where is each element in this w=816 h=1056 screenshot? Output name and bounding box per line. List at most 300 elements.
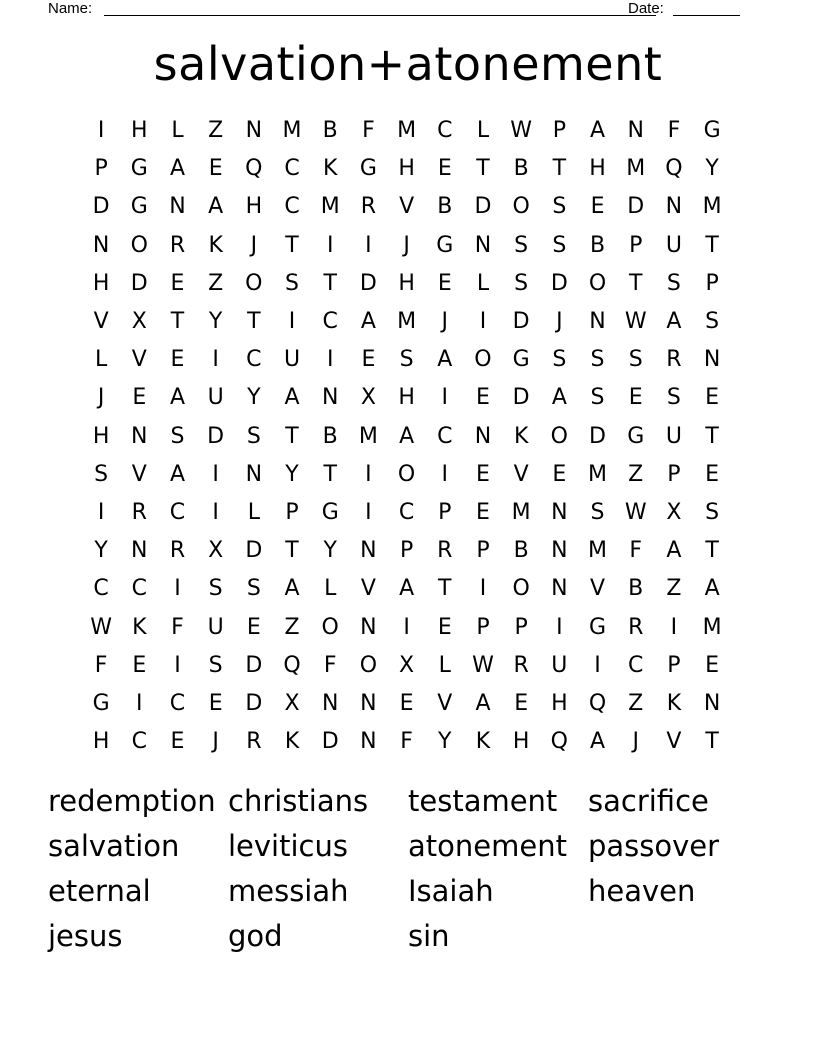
grid-cell[interactable]: X — [399, 652, 415, 678]
grid-cell[interactable]: D — [359, 270, 377, 296]
grid-cell[interactable]: J — [403, 232, 410, 258]
grid-cell[interactable]: Y — [247, 385, 261, 411]
grid-cell[interactable]: D — [92, 194, 110, 220]
grid-cell[interactable]: S — [514, 270, 529, 296]
grid-cell[interactable]: H — [92, 270, 110, 296]
grid-cell[interactable]: N — [245, 461, 263, 487]
grid-cell[interactable]: F — [323, 652, 337, 678]
grid-cell[interactable]: A — [399, 576, 415, 602]
grid-cell[interactable]: H — [131, 118, 148, 144]
grid-cell[interactable]: I — [212, 461, 219, 487]
word-bank — [48, 780, 768, 960]
grid-cell[interactable]: T — [705, 538, 719, 564]
grid-cell[interactable]: F — [171, 614, 184, 640]
grid-cell[interactable]: T — [170, 309, 185, 335]
grid-cell[interactable]: A — [169, 156, 185, 182]
grid-cell[interactable]: A — [284, 576, 300, 602]
grid-cell[interactable]: L — [171, 118, 184, 144]
grid-cell[interactable]: N — [360, 538, 377, 564]
grid-cell[interactable]: S — [246, 576, 261, 602]
grid-cell[interactable]: V — [93, 309, 109, 335]
grid-cell[interactable]: F — [667, 118, 681, 144]
grid-cell[interactable]: A — [475, 690, 491, 716]
grid-cell[interactable]: C — [284, 156, 300, 182]
grid-cell[interactable]: K — [666, 690, 682, 716]
grid-cell[interactable]: P — [476, 614, 490, 640]
grid-cell[interactable]: S — [590, 385, 605, 411]
grid-cell[interactable]: I — [212, 499, 219, 525]
grid-cell[interactable]: D — [627, 194, 645, 220]
word-bank-item: heaven — [588, 874, 696, 908]
grid-cell[interactable]: A — [284, 385, 300, 411]
grid-cell[interactable]: J — [632, 729, 639, 755]
grid-cell[interactable]: H — [589, 156, 606, 182]
grid-cell[interactable]: O — [550, 423, 568, 449]
grid-cell[interactable]: I — [136, 690, 143, 716]
grid-cell[interactable]: O — [321, 614, 339, 640]
grid-cell[interactable]: S — [590, 499, 605, 525]
grid-cell[interactable]: U — [207, 614, 224, 640]
grid-cell[interactable]: N — [360, 729, 377, 755]
grid-cell[interactable]: I — [212, 347, 219, 373]
grid-cell[interactable]: T — [438, 576, 452, 602]
grid-cell[interactable]: M — [358, 423, 378, 449]
grid-cell[interactable]: S — [552, 194, 567, 220]
grid-cell[interactable]: Q — [283, 652, 301, 678]
grid-cell[interactable]: C — [246, 347, 262, 373]
grid-cell[interactable]: S — [170, 423, 185, 449]
grid-cell[interactable]: I — [403, 614, 410, 640]
grid-cell[interactable]: I — [441, 461, 449, 487]
grid-cell[interactable]: H — [551, 690, 568, 716]
grid-cell[interactable]: J — [212, 729, 219, 755]
grid-cell[interactable]: E — [552, 461, 567, 487]
grid-cell[interactable]: G — [130, 194, 148, 220]
grid-cell[interactable]: N — [474, 423, 492, 449]
grid-cell[interactable]: A — [666, 309, 682, 335]
grid-cell[interactable]: M — [626, 156, 646, 182]
word-bank-item: eternal — [48, 874, 151, 908]
grid-cell[interactable]: S — [208, 576, 223, 602]
grid-cell[interactable]: O — [512, 194, 530, 220]
grid-cell[interactable]: E — [132, 652, 147, 678]
grid-cell[interactable]: Z — [208, 118, 224, 144]
grid-cell[interactable]: M — [588, 461, 608, 487]
grid-cell[interactable]: S — [94, 461, 109, 487]
grid-cell[interactable]: V — [131, 461, 147, 487]
grid-cell[interactable]: U — [665, 423, 682, 449]
grid-cell[interactable]: E — [361, 347, 376, 373]
grid-cell[interactable]: J — [441, 309, 449, 335]
grid-cell[interactable]: A — [666, 538, 682, 564]
grid-cell[interactable]: O — [130, 232, 148, 258]
grid-cell[interactable]: F — [362, 118, 375, 144]
grid-cell[interactable]: H — [398, 270, 415, 296]
grid-cell[interactable]: R — [360, 194, 377, 220]
grid-cell[interactable]: P — [552, 118, 566, 144]
grid-cell[interactable]: L — [94, 347, 108, 373]
grid-cell[interactable]: A — [704, 576, 720, 602]
grid-cell[interactable]: S — [399, 347, 414, 373]
grid-cell[interactable]: A — [551, 385, 567, 411]
grid-cell[interactable]: M — [397, 118, 417, 144]
grid-cell[interactable]: C — [131, 729, 147, 755]
grid-cell[interactable]: N — [92, 232, 110, 258]
grid-cell[interactable]: Z — [666, 576, 682, 602]
grid-cell[interactable]: M — [702, 614, 722, 640]
grid-cell[interactable]: H — [398, 156, 415, 182]
grid-cell[interactable]: B — [513, 156, 529, 182]
grid-cell[interactable]: U — [551, 652, 568, 678]
grid-cell[interactable]: M — [282, 118, 302, 144]
grid-cell[interactable]: D — [321, 729, 339, 755]
grid-cell[interactable]: K — [513, 423, 529, 449]
grid-cell[interactable]: A — [437, 347, 453, 373]
grid-cell[interactable]: D — [207, 423, 225, 449]
grid-cell[interactable]: N — [169, 194, 186, 220]
grid-cell[interactable]: L — [438, 652, 451, 678]
grid-cell[interactable]: I — [365, 461, 372, 487]
grid-cell[interactable]: H — [92, 729, 110, 755]
grid-cell[interactable]: X — [666, 499, 682, 525]
grid-cell[interactable]: M — [588, 538, 608, 564]
grid-cell[interactable]: N — [131, 538, 148, 564]
grid-cell[interactable]: E — [476, 461, 490, 487]
date-label: Date: — [628, 0, 664, 17]
grid-cell[interactable]: K — [208, 232, 223, 258]
grid-cell[interactable]: K — [323, 156, 338, 182]
grid-cell[interactable]: V — [437, 690, 453, 716]
grid-cell[interactable]: W — [90, 614, 112, 640]
grid-cell[interactable]: V — [513, 461, 529, 487]
grid-cell[interactable]: E — [705, 461, 720, 487]
grid-cell[interactable]: Y — [323, 538, 337, 564]
grid-cell[interactable]: N — [589, 309, 606, 335]
grid-cell[interactable]: T — [552, 156, 567, 182]
grid-cell[interactable]: B — [322, 423, 338, 449]
grid-cell[interactable]: W — [624, 309, 647, 335]
grid-cell[interactable]: M — [397, 309, 417, 335]
grid-cell[interactable]: T — [285, 538, 299, 564]
grid-cell[interactable]: G — [359, 156, 377, 182]
grid-cell[interactable]: O — [588, 270, 607, 296]
grid-cell[interactable]: M — [702, 194, 722, 220]
grid-cell[interactable]: N — [551, 576, 568, 602]
grid-cell[interactable]: P — [285, 499, 299, 525]
grid-cell[interactable]: T — [285, 423, 299, 449]
grid-cell[interactable]: I — [365, 232, 372, 258]
grid-cell[interactable]: G — [589, 614, 607, 640]
grid-cell[interactable]: L — [247, 499, 260, 525]
grid-cell[interactable]: A — [169, 385, 185, 411]
grid-cell[interactable]: I — [174, 576, 181, 602]
grid-cell[interactable]: S — [552, 347, 567, 373]
grid-cell[interactable]: N — [703, 347, 721, 373]
grid-cell[interactable]: R — [169, 538, 186, 564]
grid-cell[interactable]: K — [132, 614, 147, 640]
word-bank-item: redemption — [48, 784, 216, 818]
grid-cell[interactable]: I — [97, 499, 105, 525]
grid-cell[interactable]: H — [92, 423, 110, 449]
grid-cell[interactable]: I — [594, 652, 601, 678]
grid-cell[interactable]: Y — [285, 461, 299, 487]
name-label: Name: — [48, 0, 93, 17]
grid-cell[interactable]: I — [365, 499, 372, 525]
grid-cell[interactable]: S — [514, 232, 529, 258]
letter-grid — [82, 112, 731, 761]
grid-cell[interactable]: N — [627, 118, 644, 144]
grid-cell[interactable]: M — [320, 194, 340, 220]
grid-cell[interactable]: R — [513, 652, 529, 678]
grid-cell[interactable]: A — [208, 194, 224, 220]
grid-cell[interactable]: Y — [438, 729, 452, 755]
grid-cell[interactable]: E — [246, 614, 261, 640]
grid-cell[interactable]: I — [441, 385, 449, 411]
grid-cell[interactable]: O — [474, 347, 492, 373]
grid-cell[interactable]: I — [670, 614, 678, 640]
grid-cell[interactable]: B — [322, 118, 338, 144]
grid-cell[interactable]: C — [131, 576, 147, 602]
grid-cell[interactable]: T — [285, 232, 299, 258]
grid-cell[interactable]: P — [667, 652, 681, 678]
grid-cell[interactable]: F — [94, 652, 108, 678]
grid-cell[interactable]: S — [208, 652, 223, 678]
grid-cell[interactable]: O — [397, 461, 416, 487]
grid-cell[interactable]: N — [551, 499, 568, 525]
grid-cell[interactable]: E — [437, 156, 452, 182]
grid-cell[interactable]: B — [513, 538, 529, 564]
grid-cell[interactable]: S — [590, 347, 605, 373]
grid-cell[interactable]: D — [245, 690, 263, 716]
grid-cell[interactable]: S — [705, 499, 720, 525]
grid-cell[interactable]: W — [624, 499, 647, 525]
grid-cell[interactable]: D — [245, 652, 263, 678]
grid-cell[interactable]: F — [629, 538, 643, 564]
grid-cell[interactable]: V — [360, 576, 376, 602]
grid-cell[interactable]: G — [627, 423, 645, 449]
grid-cell[interactable]: K — [284, 729, 300, 755]
grid-cell[interactable]: E — [705, 652, 720, 678]
grid-cell[interactable]: V — [666, 729, 682, 755]
grid-cell[interactable]: R — [437, 538, 453, 564]
grid-cell[interactable]: C — [169, 499, 186, 525]
grid-cell[interactable]: N — [360, 690, 377, 716]
grid-cell[interactable]: A — [590, 729, 606, 755]
grid-cell[interactable]: P — [667, 461, 681, 487]
grid-cell[interactable]: X — [131, 309, 147, 335]
grid-cell[interactable]: G — [92, 690, 110, 716]
header-row — [48, 0, 740, 20]
grid-cell[interactable]: A — [590, 118, 606, 144]
grid-cell[interactable]: U — [665, 232, 682, 258]
grid-cell[interactable]: B — [437, 194, 453, 220]
grid-cell[interactable]: F — [400, 729, 413, 755]
grid-cell[interactable]: O — [512, 576, 530, 602]
grid-cell[interactable]: Y — [94, 538, 108, 564]
grid-cell[interactable]: D — [474, 194, 492, 220]
grid-cell[interactable]: C — [437, 423, 453, 449]
grid-cell[interactable]: R — [169, 232, 186, 258]
grid-cell[interactable]: E — [476, 385, 490, 411]
grid-cell[interactable]: K — [475, 729, 491, 755]
grid-cell[interactable]: E — [170, 347, 185, 373]
date-blank-line[interactable] — [673, 15, 740, 16]
grid-cell[interactable]: H — [398, 385, 415, 411]
grid-cell[interactable]: E — [208, 690, 223, 716]
grid-cell[interactable]: G — [436, 232, 454, 258]
grid-cell[interactable]: L — [476, 118, 490, 144]
grid-cell[interactable]: C — [437, 118, 453, 144]
grid-cell[interactable]: N — [321, 690, 339, 716]
grid-cell[interactable]: D — [512, 309, 530, 335]
grid-cell[interactable]: E — [170, 729, 185, 755]
grid-cell[interactable]: L — [324, 576, 337, 602]
grid-cell[interactable]: T — [705, 729, 719, 755]
grid-cell[interactable]: A — [169, 461, 185, 487]
grid-cell[interactable]: I — [556, 614, 563, 640]
grid-cell[interactable]: Q — [550, 729, 568, 755]
grid-cell[interactable]: E — [705, 385, 720, 411]
grid-cell[interactable]: D — [512, 385, 530, 411]
grid-cell[interactable]: C — [322, 309, 338, 335]
grid-cell[interactable]: D — [245, 538, 263, 564]
grid-cell[interactable]: J — [97, 385, 105, 411]
grid-cell[interactable]: N — [665, 194, 683, 220]
grid-cell[interactable]: I — [479, 576, 487, 602]
grid-cell[interactable]: O — [245, 270, 263, 296]
grid-cell[interactable]: Y — [705, 156, 719, 182]
grid-cell[interactable]: H — [245, 194, 263, 220]
grid-cell[interactable]: G — [512, 347, 530, 373]
grid-cell[interactable]: Z — [208, 270, 224, 296]
grid-cell[interactable]: N — [131, 423, 148, 449]
grid-cell[interactable]: T — [323, 270, 337, 296]
grid-cell[interactable]: Z — [628, 690, 644, 716]
grid-cell[interactable]: I — [479, 309, 487, 335]
grid-cell[interactable]: R — [628, 614, 644, 640]
grid-cell[interactable]: N — [551, 538, 568, 564]
grid-cell[interactable]: T — [323, 461, 337, 487]
grid-cell[interactable]: P — [94, 156, 108, 182]
grid-cell[interactable]: E — [476, 499, 490, 525]
grid-cell[interactable]: D — [130, 270, 148, 296]
grid-cell[interactable]: P — [705, 270, 719, 296]
grid-cell[interactable]: S — [666, 385, 681, 411]
grid-cell[interactable]: E — [590, 194, 605, 220]
grid-cell[interactable]: U — [207, 385, 224, 411]
grid-cell[interactable]: S — [628, 347, 643, 373]
page-title: salvation+atonement — [153, 37, 663, 91]
grid-cell[interactable]: Y — [208, 309, 223, 335]
grid-cell[interactable]: A — [399, 423, 415, 449]
grid-cell[interactable]: T — [705, 423, 719, 449]
grid-cell[interactable]: E — [437, 270, 452, 296]
grid-cell[interactable]: P — [399, 538, 414, 564]
grid-cell[interactable]: I — [326, 232, 334, 258]
grid-cell[interactable]: Z — [284, 614, 300, 640]
grid-cell[interactable]: G — [130, 156, 148, 182]
grid-cell[interactable]: G — [321, 499, 339, 525]
grid-cell[interactable]: L — [476, 270, 490, 296]
grid-cell[interactable]: R — [131, 499, 147, 525]
grid-cell[interactable]: E — [170, 270, 185, 296]
grid-cell[interactable]: R — [666, 347, 682, 373]
grid-cell[interactable]: S — [705, 309, 720, 335]
grid-cell[interactable]: E — [628, 385, 643, 411]
grid-cell[interactable]: C — [628, 652, 644, 678]
grid-cell[interactable]: I — [326, 347, 334, 373]
grid-cell[interactable]: C — [93, 576, 109, 602]
grid-cell[interactable]: B — [589, 232, 606, 258]
grid-cell[interactable]: N — [703, 690, 721, 716]
grid-cell[interactable]: M — [511, 499, 531, 525]
grid-cell[interactable]: N — [360, 614, 377, 640]
grid-cell[interactable]: E — [514, 690, 529, 716]
grid-cell[interactable]: O — [359, 652, 378, 678]
grid-cell[interactable]: G — [703, 118, 721, 144]
grid-cell[interactable]: T — [476, 156, 490, 182]
grid-cell[interactable]: S — [666, 270, 681, 296]
grid-cell[interactable]: C — [169, 690, 186, 716]
grid-cell[interactable]: Q — [665, 156, 683, 182]
grid-cell[interactable]: W — [472, 652, 494, 678]
grid-cell[interactable]: H — [512, 729, 530, 755]
grid-cell[interactable]: T — [705, 232, 719, 258]
grid-cell[interactable]: E — [132, 385, 147, 411]
grid-cell[interactable]: P — [476, 538, 490, 564]
grid-cell[interactable]: X — [360, 385, 376, 411]
grid-cell[interactable]: N — [321, 385, 339, 411]
name-blank-line[interactable] — [104, 15, 656, 16]
grid-cell[interactable]: V — [131, 347, 147, 373]
grid-cell[interactable]: C — [284, 194, 300, 220]
grid-cell[interactable]: C — [398, 499, 415, 525]
grid-cell[interactable]: E — [399, 690, 414, 716]
grid-cell[interactable]: X — [284, 690, 300, 716]
grid-cell[interactable]: Q — [588, 690, 607, 716]
grid-cell[interactable]: Q — [245, 156, 263, 182]
grid-cell[interactable]: P — [629, 232, 643, 258]
grid-cell[interactable]: I — [288, 309, 296, 335]
grid-cell[interactable]: X — [208, 538, 224, 564]
grid-cell[interactable]: T — [247, 309, 261, 335]
grid-cell[interactable]: V — [590, 576, 606, 602]
grid-cell[interactable]: W — [510, 118, 533, 144]
grid-cell[interactable]: J — [250, 232, 258, 258]
grid-cell[interactable]: N — [245, 118, 263, 144]
grid-cell[interactable]: Z — [628, 461, 644, 487]
grid-cell[interactable]: A — [360, 309, 376, 335]
grid-cell[interactable]: J — [556, 309, 563, 335]
grid-cell[interactable]: E — [437, 614, 452, 640]
grid-cell[interactable]: D — [550, 270, 568, 296]
grid-cell[interactable]: B — [628, 576, 644, 602]
grid-cell[interactable]: I — [97, 118, 105, 144]
grid-cell[interactable]: T — [628, 270, 643, 296]
grid-cell[interactable]: S — [552, 232, 567, 258]
grid-cell[interactable]: V — [399, 194, 415, 220]
grid-cell[interactable]: P — [514, 614, 528, 640]
grid-cell[interactable]: U — [283, 347, 301, 373]
grid-cell[interactable]: N — [474, 232, 492, 258]
grid-cell[interactable]: S — [285, 270, 300, 296]
grid-cell[interactable]: S — [246, 423, 261, 449]
grid-cell[interactable]: I — [174, 652, 181, 678]
grid-cell[interactable]: D — [589, 423, 606, 449]
grid-cell[interactable]: P — [438, 499, 452, 525]
grid-cell[interactable]: E — [208, 156, 223, 182]
grid-cell[interactable]: R — [246, 729, 262, 755]
